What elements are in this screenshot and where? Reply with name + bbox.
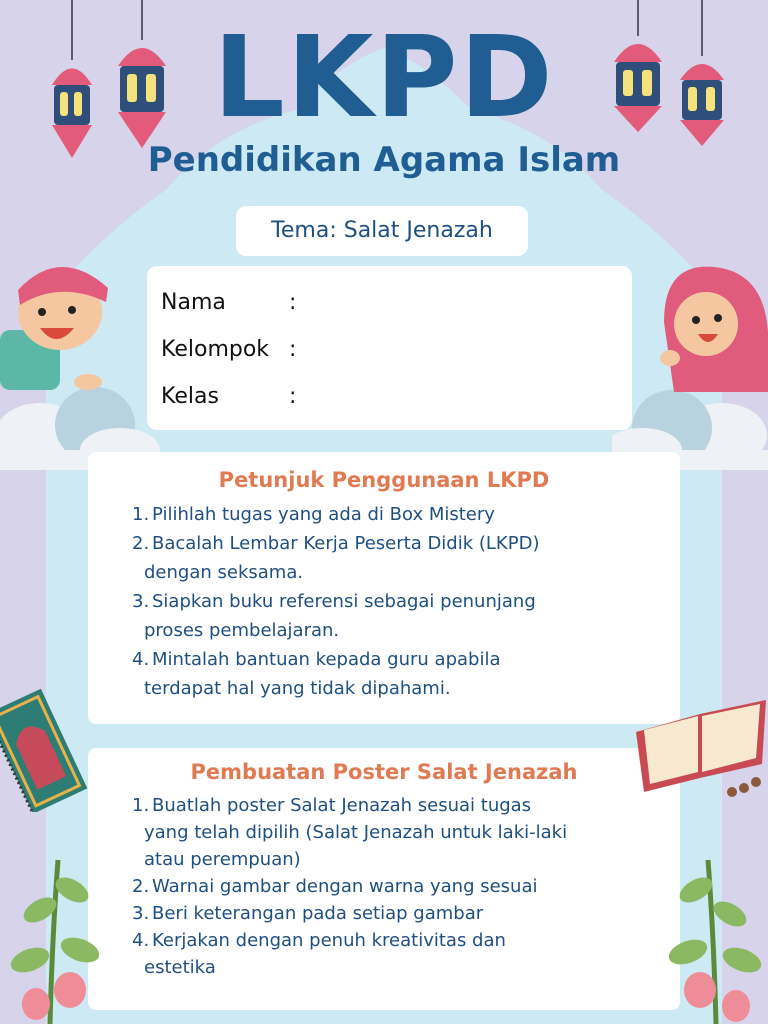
item-number: 2. <box>132 533 150 554</box>
list-item <box>88 927 680 981</box>
item-number: 4. <box>132 649 150 670</box>
item-number: 1. <box>132 795 150 816</box>
prayer-mat-icon <box>0 682 92 812</box>
list-item <box>88 587 680 645</box>
item-line: Pilihlah tugas yang ada di Box Mistery <box>152 504 495 525</box>
list-item <box>88 792 680 873</box>
list-item <box>88 500 680 529</box>
item-line: Mintalah bantuan kepada guru apabila <box>152 649 501 670</box>
field-separator: : <box>289 290 297 315</box>
item-line: Buatlah poster Salat Jenazah sesuai tugas <box>152 795 532 816</box>
item-line: terdapat hal yang tidak dipahami. <box>144 678 451 699</box>
item-line: atau perempuan) <box>144 849 301 870</box>
girl-character-icon <box>654 262 768 392</box>
item-line: Kerjakan dengan penuh kreativitas dan <box>152 930 506 951</box>
item-line: Beri keterangan pada setiap gambar <box>152 903 484 924</box>
field-separator: : <box>289 384 297 409</box>
item-line: dengan seksama. <box>144 562 304 583</box>
item-number: 3. <box>132 903 150 924</box>
instructions-heading: Petunjuk Penggunaan LKPD <box>218 468 550 492</box>
field-label: Kelas <box>161 384 219 409</box>
item-line: Siapkan buku referensi sebagai penunjang <box>152 591 536 612</box>
item-number: 4. <box>132 930 150 951</box>
field-label: Kelompok <box>161 337 270 362</box>
poster-task-list <box>88 792 680 981</box>
item-line: Bacalah Lembar Kerja Peserta Didik (LKPD) <box>152 533 540 554</box>
quran-book-icon <box>632 692 768 812</box>
item-line: proses pembelajaran. <box>144 620 340 641</box>
plant-left-decoration <box>0 840 110 1024</box>
poster-task-panel <box>88 748 680 1010</box>
list-item <box>88 645 680 703</box>
boy-character-icon <box>0 250 115 390</box>
item-line: yang telah dipilih (Salat Jenazah untuk laki-laki <box>144 822 568 843</box>
list-item <box>88 900 680 927</box>
instructions-panel <box>88 452 680 724</box>
list-item <box>88 529 680 587</box>
page-title: LKPD <box>213 13 555 143</box>
item-number: 1. <box>132 504 150 525</box>
identity-form <box>147 266 632 430</box>
field-separator: : <box>289 337 297 362</box>
item-line: estetika <box>144 957 216 978</box>
field-label: Nama <box>161 290 226 315</box>
field-nama[interactable] <box>161 290 296 315</box>
topic-label: Tema: Salat Jenazah <box>236 206 528 256</box>
page-subtitle: Pendidikan Agama Islam <box>147 140 621 180</box>
list-item <box>88 873 680 900</box>
item-number: 3. <box>132 591 150 612</box>
field-kelas[interactable] <box>161 384 296 409</box>
poster-task-heading: Pembuatan Poster Salat Jenazah <box>190 760 578 784</box>
plant-right-decoration <box>660 840 768 1024</box>
field-kelompok[interactable] <box>161 337 296 362</box>
instructions-list <box>88 500 680 703</box>
item-line: Warnai gambar dengan warna yang sesuai <box>152 876 538 897</box>
item-number: 2. <box>132 876 150 897</box>
